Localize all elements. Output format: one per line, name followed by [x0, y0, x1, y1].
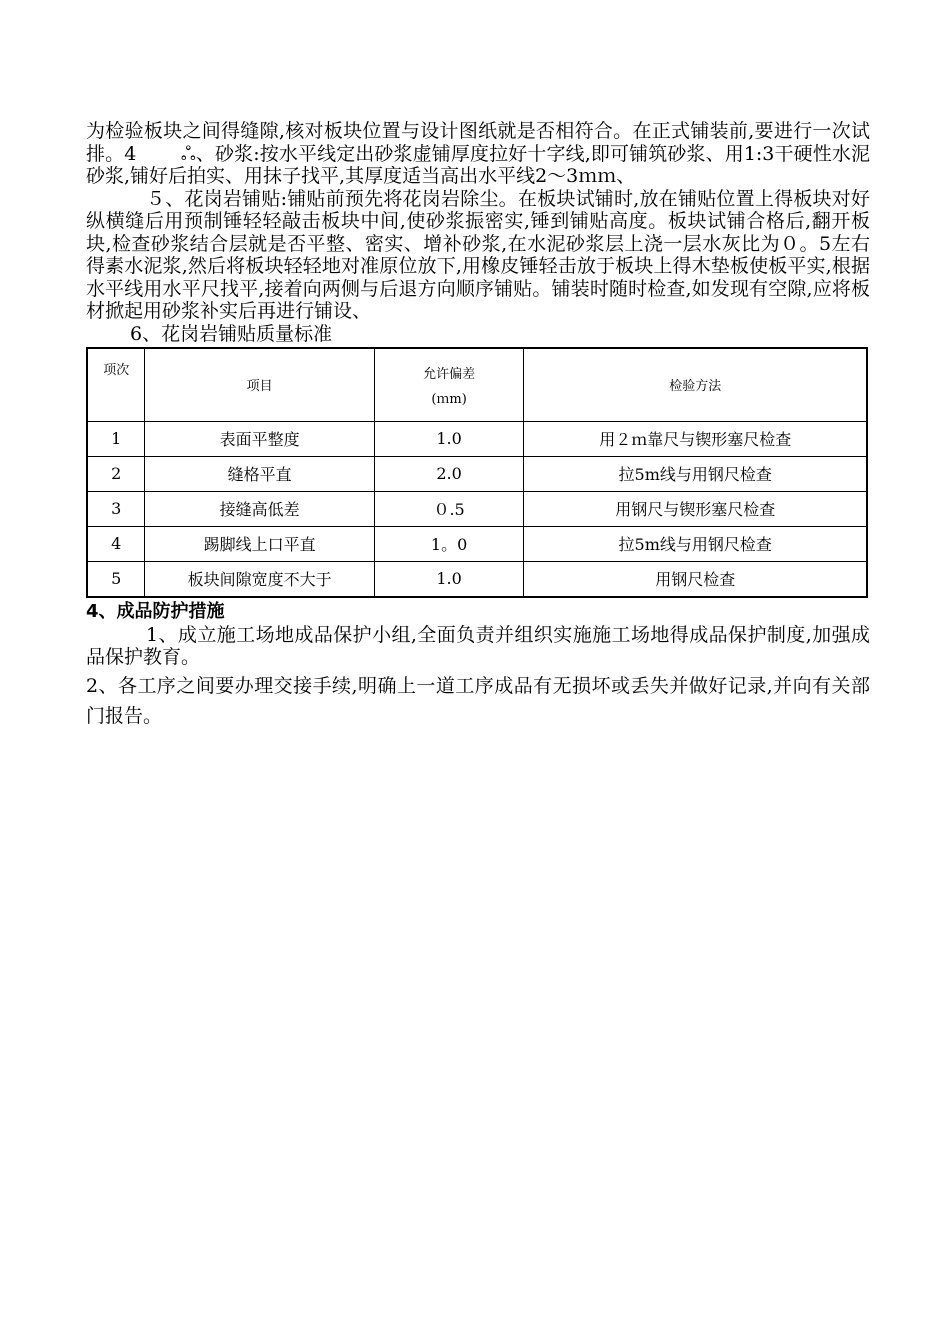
section-heading-protection: 4、成品防护措施 — [86, 600, 225, 622]
paragraph-trial-layout: 为检验板块之间得缝隙,核对板块位置与设计图纸就是否相符合。在正式铺装前,要进行一次试排。4 ஃ、砂浆:按水平线定出砂浆虚铺厚度拉好十字线,即可铺筑砂浆、用1:3干硬性水泥砂浆,铺好后拍实、用抹子找平,其厚度适当高出水平线2～3ｍｍ、 — [86, 120, 870, 187]
table-row — [87, 561, 867, 597]
table-row — [87, 491, 867, 526]
paragraph-handover: 2、各工序之间要办理交接手续,明确上一道工序成品有无损坏或丢失并做好记录,并向有关部门报告。 — [86, 674, 870, 727]
cell-item: 缝格平直 — [145, 456, 374, 491]
cell-item: 接缝高低差 — [145, 491, 374, 526]
table-row — [87, 456, 867, 491]
cell-index: 3 — [87, 491, 145, 526]
cell-index: 5 — [87, 561, 145, 597]
quality-standard-table — [86, 347, 868, 598]
document-page — [86, 120, 870, 731]
cell-index: 4 — [87, 526, 145, 561]
header-tolerance-line1: 允许偏差 — [423, 366, 476, 382]
header-tolerance — [374, 348, 524, 422]
header-item: 项目 — [145, 348, 374, 422]
header-tolerance-line2: (ｍm) — [431, 391, 467, 407]
header-index: 项次 — [87, 348, 145, 422]
cell-method: 用钢尺与锲形塞尺检查 — [524, 491, 867, 526]
cell-tolerance: 1.0 — [374, 561, 524, 597]
cell-method: 用钢尺检查 — [524, 561, 867, 597]
cell-item: 板块间隙宽度不大于 — [145, 561, 374, 597]
table-row — [87, 526, 867, 561]
table-caption: 6、花岗岩铺贴质量标准 — [130, 322, 333, 345]
cell-tolerance: 2.0 — [374, 456, 524, 491]
cell-index: 1 — [87, 421, 145, 456]
cell-method: 拉5m线与用钢尺检查 — [524, 456, 867, 491]
cell-item: 踢脚线上口平直 — [145, 526, 374, 561]
cell-method: 用２ｍ靠尺与锲形塞尺检查 — [524, 421, 867, 456]
cell-tolerance: 1。0 — [374, 526, 524, 561]
paragraph-protection-team: 1、成立施工场地成品保护小组,全面负责并组织实施施工场地得成品保护制度,加强成品保护教育。 — [86, 623, 870, 668]
cell-tolerance: 1.0 — [374, 421, 524, 456]
table-row — [87, 421, 867, 456]
paragraph-granite-paving: ５、花岗岩铺贴:铺贴前预先将花岗岩除尘。在板块试铺时,放在铺贴位置上得板块对好纵横缝后用预制锤轻轻敲击板块中间,使砂浆振密实,锤到铺贴高度。板块试铺合格后,翻开板块,检查砂浆结合层就是否平整、密实、增补砂浆,在水泥砂浆层上浇一层水灰比为０。5左右得素水泥浆,然后将板块轻轻地对准原位放下,用橡皮锤轻击放于板块上得木垫板使板平实,根据水平线用水平尺找平,接着向两侧与后退方向顺序铺贴。铺装时随时检查,如发现有空隙,应将板材掀起用砂浆补实后再进行铺设、 — [86, 187, 870, 322]
table-header-row — [87, 348, 867, 422]
cell-method: 拉5m线与用钢尺检查 — [524, 526, 867, 561]
header-method: 检验方法 — [524, 348, 867, 422]
cell-item: 表面平整度 — [145, 421, 374, 456]
cell-index: 2 — [87, 456, 145, 491]
cell-tolerance: ０.5 — [374, 491, 524, 526]
